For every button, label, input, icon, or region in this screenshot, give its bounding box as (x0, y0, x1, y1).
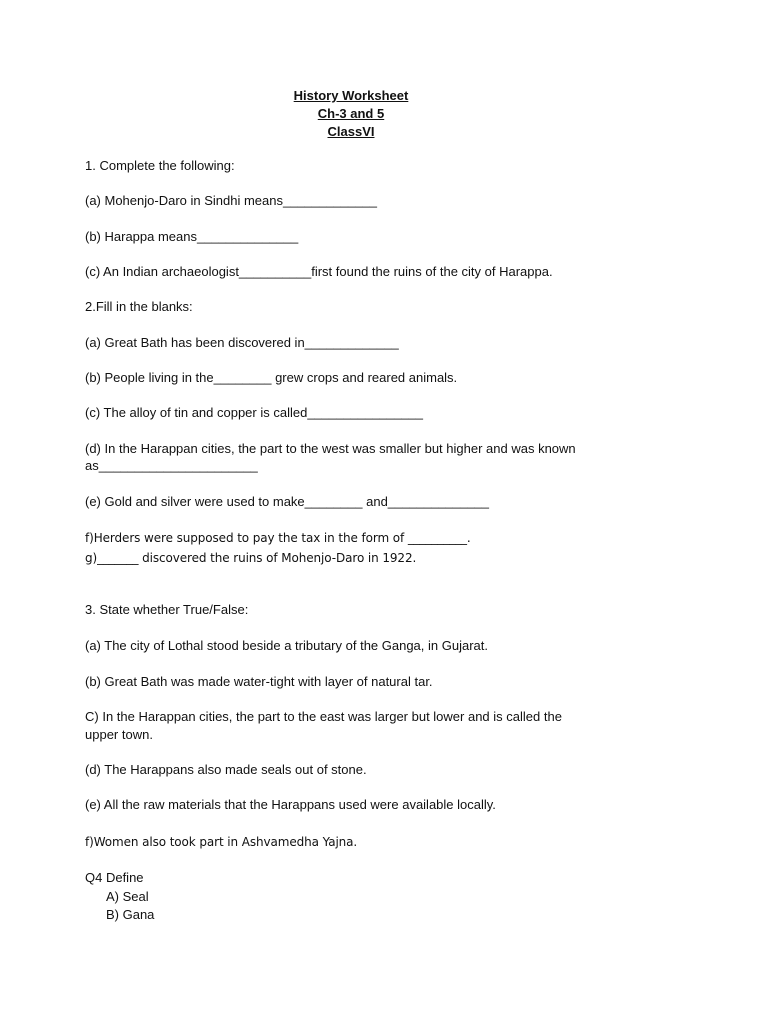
section-1-heading: 1. Complete the following: (85, 158, 235, 173)
question-item: (b) Great Bath was made water-tight with layer of natural tar. (85, 674, 433, 689)
question-item-continued: upper town. (85, 727, 153, 742)
define-item-seal: A) Seal (106, 889, 149, 904)
section-3-heading: 3. State whether True/False: (85, 602, 249, 617)
question-item: (a) Mohenjo-Daro in Sindhi means_____________ (85, 193, 377, 208)
question-item: (e) Gold and silver were used to make________ and______________ (85, 494, 490, 509)
question-item: f)Women also took part in Ashvamedha Yajna. (85, 835, 358, 849)
question-item: C) In the Harappan cities, the part to the east was larger but lower and is called the (85, 709, 562, 724)
question-item: (d) The Harappans also made seals out of stone. (85, 762, 367, 777)
worksheet-chapters: Ch-3 and 5 (317, 106, 385, 121)
define-item-gana: B) Gana (106, 907, 155, 922)
worksheet-header (0, 87, 702, 141)
question-item: (b) Harappa means______________ (85, 229, 299, 244)
question-item: (e) All the raw materials that the Harappans used were available locally. (85, 797, 496, 812)
question-item: (b) People living in the________ grew crops and reared animals. (85, 370, 458, 385)
question-item: (d) In the Harappan cities, the part to the west was smaller but higher and was known (85, 441, 576, 456)
section-4-heading: Q4 Define (85, 870, 144, 885)
worksheet-title: History Worksheet (293, 88, 409, 103)
question-item: f)Herders were supposed to pay the tax in the form of __________. (85, 531, 471, 545)
worksheet-class: ClassVI (327, 124, 375, 139)
question-item: (a) The city of Lothal stood beside a tributary of the Ganga, in Gujarat. (85, 638, 488, 653)
question-item: (c) The alloy of tin and copper is called________________ (85, 405, 423, 420)
question-item: (c) An Indian archaeologist__________first found the ruins of the city of Harappa. (85, 264, 553, 279)
question-item-continued: as______________________ (85, 458, 258, 473)
question-item: (a) Great Bath has been discovered in_____________ (85, 335, 399, 350)
question-item: g)_______ discovered the ruins of Mohenjo-Daro in 1922. (85, 551, 417, 565)
section-2-heading: 2.Fill in the blanks: (85, 299, 193, 314)
